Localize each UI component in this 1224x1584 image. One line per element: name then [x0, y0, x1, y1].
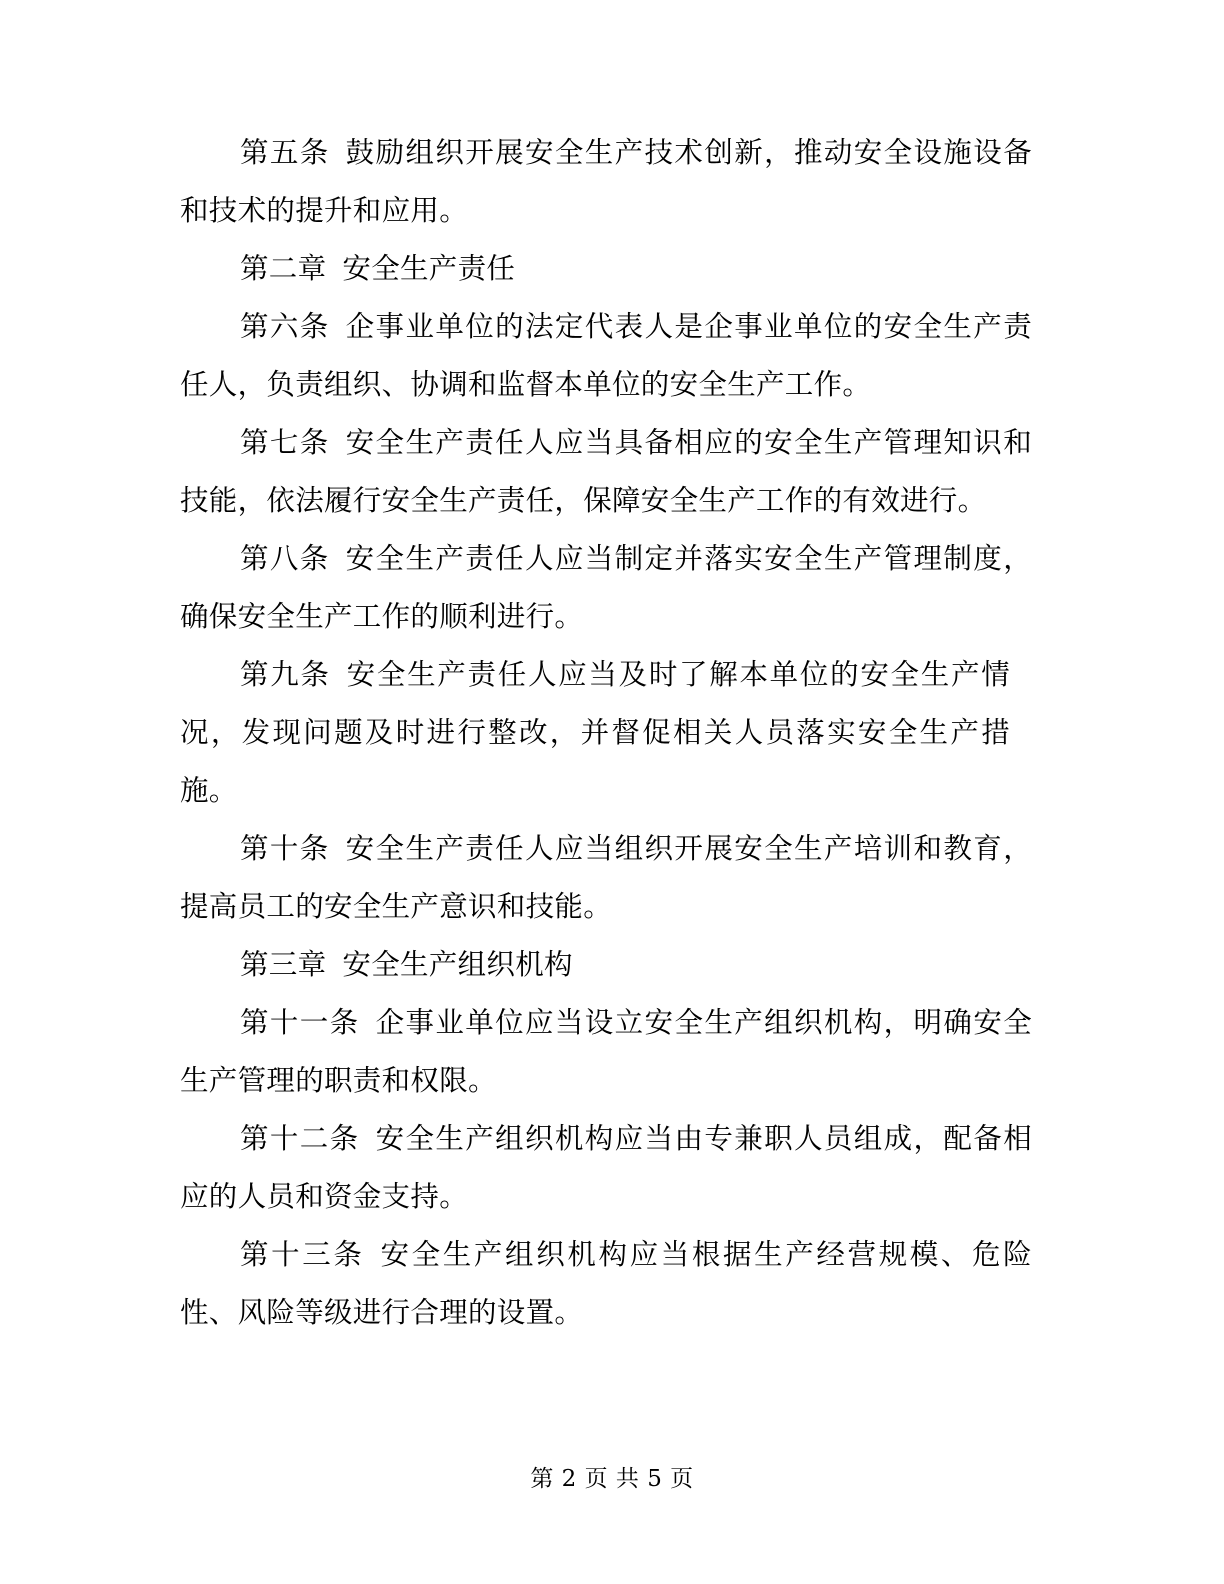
article-label: 第十二条 [240, 1122, 360, 1155]
article-11 [180, 994, 1032, 1110]
article-text: 企事业单位应当设立安全生产组织机构，明确安全生产管理的职责和权限。 [180, 1006, 1033, 1097]
page-number: 第 2 页 共 5 页 [530, 1466, 694, 1492]
article-13 [180, 1226, 1032, 1342]
article-label: 第十一条 [240, 1006, 360, 1039]
article-9 [180, 646, 1010, 820]
article-label: 第七条 [240, 426, 330, 459]
article-6 [180, 298, 1032, 414]
chapter-2-heading [180, 240, 1032, 298]
article-7 [180, 414, 1032, 530]
article-12 [180, 1110, 1032, 1226]
article-text: 企事业单位的法定代表人是企事业单位的安全生产责任人，负责组织、协调和监督本单位的安全生产工作。 [180, 310, 1032, 401]
chapter-label: 第二章 [240, 252, 327, 285]
article-5 [180, 124, 1032, 240]
article-text: 安全生产责任人应当组织开展安全生产培训和教育，提高员工的安全生产意识和技能。 [180, 832, 1032, 923]
article-label: 第十三条 [240, 1238, 365, 1271]
chapter-title: 安全生产责任 [342, 252, 516, 285]
article-label: 第八条 [240, 542, 330, 575]
chapter-label: 第三章 [240, 948, 327, 981]
article-text: 安全生产组织机构应当根据生产经营规模、危险性、风险等级进行合理的设置。 [180, 1238, 1032, 1329]
article-10 [180, 820, 1032, 936]
document-body [180, 124, 1032, 1342]
article-text: 安全生产组织机构应当由专兼职人员组成，配备相应的人员和资金支持。 [180, 1122, 1033, 1213]
chapter-title: 安全生产组织机构 [342, 948, 573, 981]
article-label: 第五条 [240, 136, 330, 169]
article-label: 第十条 [240, 832, 330, 865]
article-text: 鼓励组织开展安全生产技术创新，推动安全设施设备和技术的提升和应用。 [180, 136, 1032, 227]
article-label: 第九条 [240, 658, 331, 691]
article-8 [180, 530, 1032, 646]
article-text: 安全生产责任人应当具备相应的安全生产管理知识和技能，依法履行安全生产责任，保障安全生产工作的有效进行。 [180, 426, 1032, 517]
article-label: 第六条 [240, 310, 330, 343]
page-footer [0, 1460, 1224, 1493]
chapter-3-heading [180, 936, 1032, 994]
article-text: 安全生产责任人应当制定并落实安全生产管理制度，确保安全生产工作的顺利进行。 [180, 542, 1032, 633]
article-text: 安全生产责任人应当及时了解本单位的安全生产情况，发现问题及时进行整改，并督促相关人员落实安全生产措施。 [180, 658, 1010, 807]
